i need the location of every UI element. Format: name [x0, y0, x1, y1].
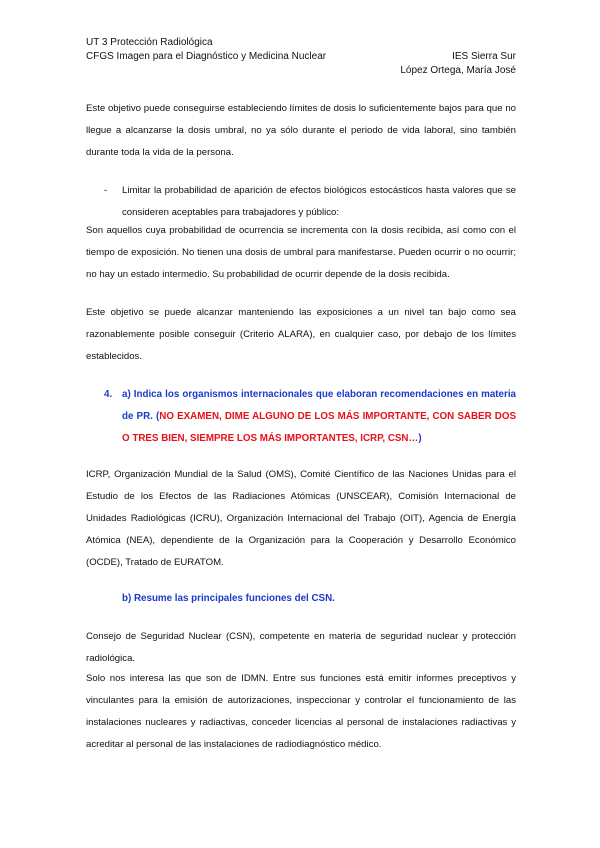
header-course-unit: UT 3 Protección Radiológica [86, 37, 213, 48]
question-number: 4. [104, 389, 113, 400]
header-school: IES Sierra Sur [452, 51, 516, 62]
question-4a [104, 384, 516, 450]
paragraph-alara: Este objetivo se puede alcanzar manteniendo las exposiciones a un nivel tan bajo como sea razonablemente posible conseguir (Criterio ALARA), en cualquier caso, por debajo de los límites establecidos. [86, 307, 516, 362]
question-4b: b) Resume las principales funciones del CSN. [122, 593, 335, 604]
teacher-note: NO EXAMEN, DIME ALGUNO DE LOS MÁS IMPORTANTE, CON SABER DOS O TRES BIEN, SIEMPRE LOS MÁS IMPORTANTES, ICRP, CSN… [122, 411, 516, 444]
paragraph-stochastic-definition: Son aquellos cuya probabilidad de ocurrencia se incrementa con la dosis recibida, así como con el tiempo de exposición. No tienen una dosis de umbral para manifestarse. Pueden ocurrir o no ocurrir; no hay un estado intermedio. Su probabilidad de ocurrir depende de la dosis recibida. [86, 225, 516, 280]
paragraph-csn-functions: Solo nos interesa las que son de IDMN. Entre sus funciones está emitir informes preceptivos y vinculantes para la emisión de autorizaciones, inspeccionar y controlar el funcionamiento de las instalaciones nucleares y radiactivas, conceder licencias al personal de instalaciones radiactivas y acreditar al personal de las instalaciones de radiodiagnóstico médico. [86, 673, 516, 750]
bullet-stochastic-effects [104, 180, 516, 224]
bullet-text: Limitar la probabilidad de aparición de efectos biológicos estocásticos hasta valores que se consideren aceptables para trabajadores y público: [122, 185, 516, 218]
header-course-title: CFGS Imagen para el Diagnóstico y Medicina Nuclear [86, 51, 327, 62]
paragraph-csn: Consejo de Seguridad Nuclear (CSN), competente en materia de seguridad nuclear y protección radiológica. [86, 631, 516, 664]
bullet-dash: - [104, 185, 108, 196]
question-4a-text: a) Indica los organismos internacionales que elaboran recomendaciones en materia de PR. ( [122, 389, 516, 422]
paragraph-dose-limits: Este objetivo puede conseguirse estableciendo límites de dosis lo suficientemente bajos para que no llegue a alcanzarse la dosis umbral, no ya sólo durante el periodo de vida laboral, sino también durante toda la vida de la persona. [86, 103, 516, 158]
header-author: López Ortega, María José [400, 65, 516, 76]
question-4a-close: ) [418, 433, 422, 444]
paragraph-organizations: ICRP, Organización Mundial de la Salud (OMS), Comité Científico de las Naciones Unidas para el Estudio de los Efectos de las Radiaciones Atómicas (UNSCEAR), Comisión Internacional de Unidades Radiológicas (ICRU), Organización Internacional del Trabajo (OIT), Agencia de Energía Atómica (NEA), dependiente de la Organización para la Cooperación y Desarrollo Económico (OCDE), Tratado de EURATOM. [86, 469, 516, 568]
page-header [86, 36, 516, 78]
